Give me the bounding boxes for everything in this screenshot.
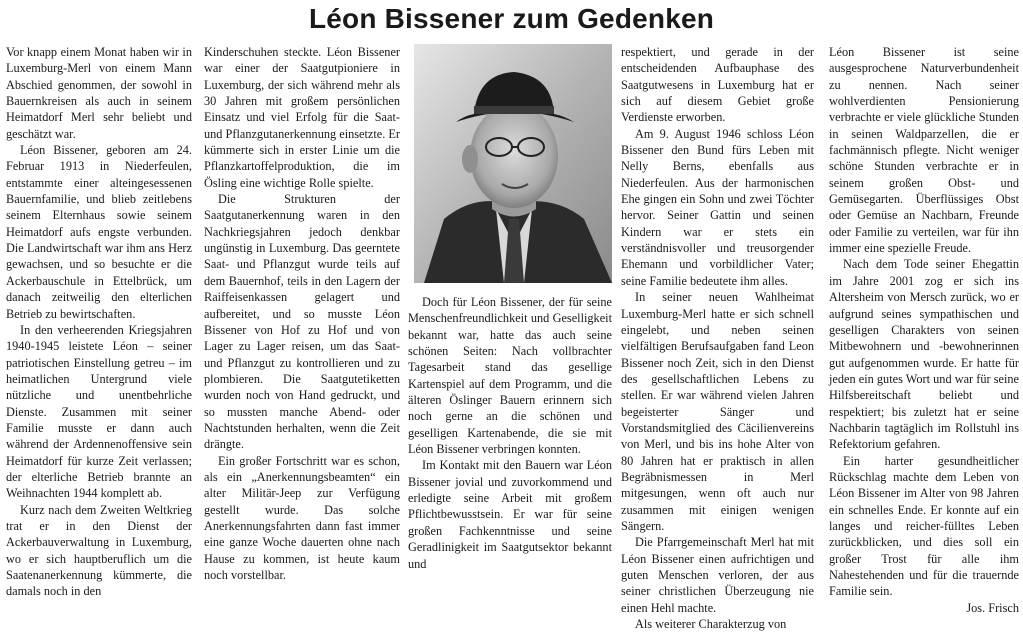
paragraph: Ein großer Fortschritt war es schon, als ein „Anerkennungsbeamten“ ein alter Militär-Jeep zur Verfügung gestellt wurde. Das solche Anerkennungsfahrten dann fast immer eine ganze Woche dauerten ohne nach Hause zu kommen, ist heute kaum noch vorstellbar. [204, 453, 400, 582]
paragraph: Kinderschuhen steckte. Léon Bissener war einer der Saatgutpioniere in Luxemburg, der sich während mehr als 30 Jahren mit großem persönlichen Einsatz und viel Erfolg für die Saat- und Pflanzgutanerkennung einsetzte. Er kümmerte sich in erster Linie um die Pflanzkartoffelproduktion, die im Ösling eine wichtige Rolle spielte. [204, 45, 400, 190]
paragraph: In den verheerenden Kriegsjahren 1940-1945 leistete Léon – seiner patriotischen Einstellung getreu – im heimatlichen Untergrund viele nützliche und unentbehrliche Dienste. Zusammen mit seiner Familie musste er dann auch während der Ardennenoffensive sein Heimatdorf für kurze Zeit verlassen; der elterliche Betrieb brannte an Weihnachten 1944 komplett ab. [6, 322, 192, 501]
paragraph: respektiert, und gerade in der entscheidenden Aufbauphase des Saatgutwesens in Luxemburg hat er sich auf diesem Gebiet große Verdienste erworben. [621, 45, 814, 125]
paragraph: Am 9. August 1946 schloss Léon Bissener den Bund fürs Leben mit Nelly Berns, ebenfalls aus Niederfeulen. Aus der harmonischen Ehe gingen ein Sohn und zwei Töchter hervor. Seiner Gattin und seinen Kindern war er stets ein verständnisvoller und treusorgender Ehemann und vorbildlicher Vater; seine Familie bedeutete ihm alles. [621, 126, 814, 288]
author-signature: Jos. Frisch [966, 600, 1019, 615]
paragraph: In seiner neuen Wahlheimat Luxemburg-Merl hatte er sich schnell eingelebt, und neben seinen vielfältigen Berufsaufgaben fand Leon Bissener noch Zeit, sich in den Dienst des gesellschaftlichen Lebens zu stellen. Er war während vielen Jahren begeisterter Sänger und Vorstandsmitglied des Cäcilienvereins von Merl, und bis ins hohe Alter von 80 Jahren hat er praktisch in allen Begräbnismessen in Merl mitgesungen, wenn oft auch nur zusammen mit einigen wenigen Sängern. [621, 290, 814, 533]
paragraph: Nach dem Tode seiner Ehegattin im Jahre 2001 zog er sich ins Altersheim von Mersch zurück, wo er aufgrund seines sympathischen und geselligen Charakters von seinen Mitbewohnern und -bewohnerinnen gut aufgenommen wurde. Er hatte für jeden ein gutes Wort und war für seine Hilfsbereitschaft beliebt und respektiert; bis zuletzt hat er seine Nachbarin tagtäglich im Rollstuhl ins Refektorium gefahren. [829, 257, 1019, 452]
paragraph: Als weiterer Charakterzug von [635, 617, 787, 632]
paragraph: Die Pfarrgemeinschaft Merl hat mit Léon Bissener einen aufrichtigen und guten Menschen verloren, der aus seiner christlichen Überzeugung nie einen Hehl machte. [621, 535, 814, 615]
paragraph: Doch für Léon Bissener, der für seine Menschenfreundlichkeit und Geselligkeit bekannt war, hatte das auch seine schönen Seiten: Nach vollbrachter Tagesarbeit stand das gesellige Kartenspiel auf dem Programm, und die älteren Öslinger Bauern erinnern sich noch gerne an die schönen und geselligen Kartenabende, die sie mit Léon Bissener verbringen konnten. [408, 295, 612, 457]
paragraph: Léon Bissener, geboren am 24. Februar 1913 in Niederfeulen, entstammte einer alteingesessenen Bauernfamilie, und blieb zeitlebens seinem Elternhaus sowie seinem Heimatdorf aufs engste verbunden. Die Landwirtschaft war ihm ans Herz gewachsen, und so besuchte er die Ackerbauschule in Ettelbrück, um danach zeitweilig den elterlichen Betrieb zu bewirtschaften. [6, 143, 192, 321]
paragraph: Im Kontakt mit den Bauern war Léon Bissener jovial und zuvorkommend und erledigte seine Arbeit mit großem Pflichtbewusstsein. Er war für seine großen Fachkenntnisse und seine Geradlinigkeit im Saatgutsektor bekannt und [408, 458, 612, 571]
portrait-photo [414, 44, 612, 283]
paragraph: Léon Bissener ist seine ausgesprochene Naturverbundenheit zu nennen. Nach seiner wohlverdienten Pensionierung verbrachte er viele glückliche Stunden in seinen Waldparzellen, die er fachmännisch pflegte. Nicht weniger schöne Stunden verbrachte er in seinem großen Obst- und Gemüsegarten. Überflüssiges Obst oder Gemüse an Nachbarn, Freunde oder Familie zu verteilen, war für ihn immer eine spezielle Freude. [829, 45, 1019, 256]
column-1 [6, 44, 192, 600]
paragraph: Ein harter gesundheitlicher Rückschlag machte dem Leben von Léon Bissener im Alter von 98 Jahren ein schnelles Ende. Er konnte auf ein langes und reicher-fülltes Leben zurückblicken, und dies soll ein großer Trost für alle ihm Nahestehenden und für die trauernde Familie sein. [829, 453, 1019, 599]
paragraph: Kurz nach dem Zweiten Weltkrieg trat er in den Dienst der Ackerbauverwaltung in Luxemburg, wo er sich hauptberuflich um die Saatenanerkennung kümmerte, die damals noch in den [6, 502, 192, 599]
column-3 [408, 294, 612, 572]
article-headline: Léon Bissener zum Gedenken [308, 3, 715, 34]
column-5 [829, 44, 1019, 616]
portrait-image [414, 44, 612, 283]
column-2 [204, 44, 400, 583]
paragraph: Vor knapp einem Monat haben wir in Luxemburg-Merl von einem Mann Abschied genommen, der sowohl in Bauernkreisen als auch in seinem Heimatdorf Merl sehr beliebt und geschätzt war. [6, 45, 192, 141]
column-4 [621, 44, 814, 632]
paragraph: Die Strukturen der Saatgutanerkennung waren in den Nachkriegsjahren jedoch denkbar ungünstig in Luxemburg. Das geerntete Saat- und Pflanzgut wurde teils auf dem Bauernhof, teils in den Lagern der Raiffeisenkassen gelagert und aufbereitet, und so musste Léon Bissener von Hof zu Hof und von Lager zu Lager reisen, um das Saat- und Pflanzgut zu kontrollieren und zu plombieren. Die Saatgutetiketten wurden noch von Hand gedruckt, und so mussten manche Abend- oder Nachtstunden herhalten, wenn die Zeit drängte. [204, 192, 400, 452]
